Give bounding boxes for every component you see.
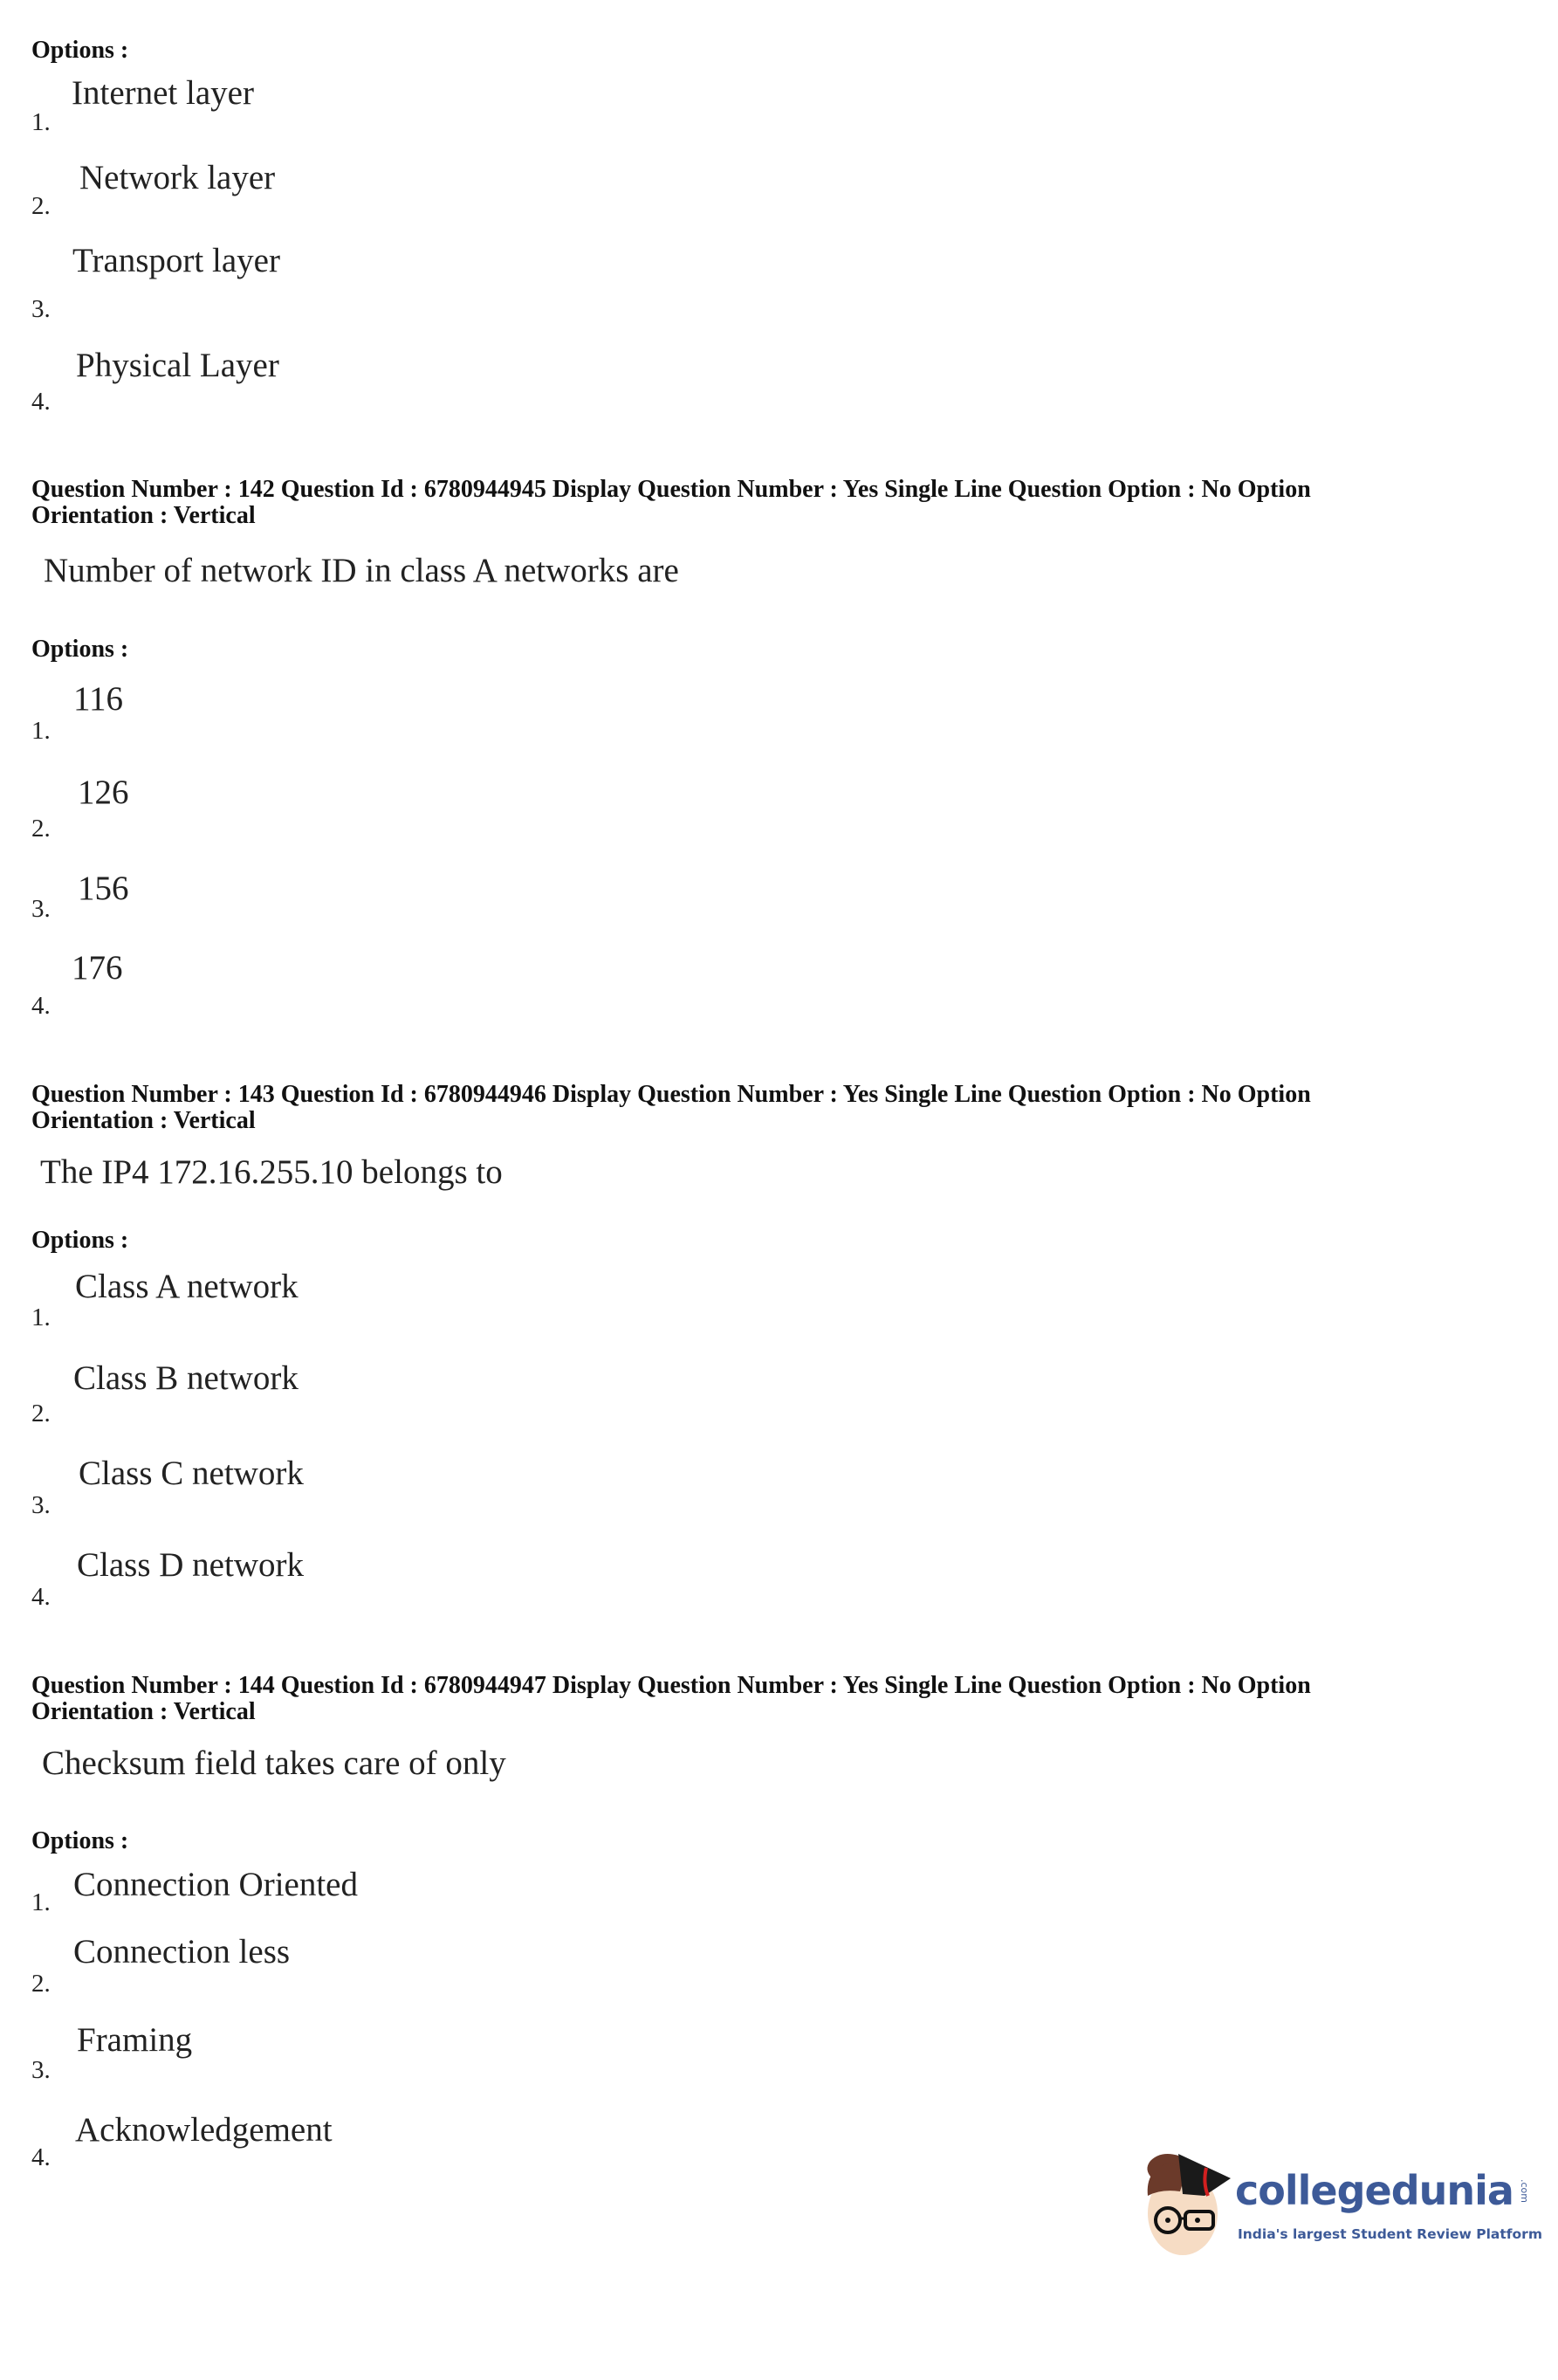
- question-header: Question Number : 144 Question Id : 6780944947 Display Question Number : Yes Single Line Question Option : No Option: [31, 1672, 1311, 1699]
- question-text: Number of network ID in class A networks are: [44, 552, 679, 589]
- option-number: 4.: [31, 2143, 51, 2171]
- option-text: Transport layer: [72, 242, 280, 279]
- collegedunia-logo: [1135, 2143, 1554, 2266]
- question-text: The IP4 172.16.255.10 belongs to: [40, 1153, 503, 1191]
- option-number: 2.: [31, 815, 51, 843]
- option-text: Class D network: [77, 1546, 304, 1584]
- options-label: Options :: [31, 636, 129, 663]
- question-header-orientation: Orientation : Vertical: [31, 1107, 256, 1134]
- logo-wordmark-row: [1235, 2164, 1529, 2217]
- option-number: 3.: [31, 2056, 51, 2084]
- option-number: 3.: [31, 1491, 51, 1519]
- options-label: Options :: [31, 37, 129, 64]
- option-number: 1.: [31, 1888, 51, 1916]
- option-text: Network layer: [79, 159, 276, 196]
- question-header-orientation: Orientation : Vertical: [31, 1698, 256, 1725]
- option-text: Class B network: [73, 1359, 299, 1397]
- question-header-orientation: Orientation : Vertical: [31, 502, 256, 529]
- option-number: 1.: [31, 1303, 51, 1331]
- option-number: 1.: [31, 717, 51, 745]
- options-label: Options :: [31, 1827, 129, 1854]
- logo-wordmark: collegedunia: [1235, 2167, 1513, 2214]
- option-number: 3.: [31, 295, 51, 323]
- logo-tagline: India's largest Student Review Platform: [1238, 2226, 1542, 2242]
- option-number: 3.: [31, 895, 51, 923]
- option-number: 2.: [31, 192, 51, 220]
- option-number: 2.: [31, 1400, 51, 1427]
- option-number: 1.: [31, 108, 51, 136]
- option-text: Class A network: [75, 1268, 299, 1305]
- option-number: 2.: [31, 1970, 51, 1998]
- option-number: 4.: [31, 388, 51, 416]
- option-text: Framing: [77, 2021, 193, 2059]
- option-text: Acknowledgement: [75, 2111, 333, 2149]
- option-number: 4.: [31, 992, 51, 1020]
- question-header: Question Number : 142 Question Id : 6780944945 Display Question Number : Yes Single Line Question Option : No Option: [31, 476, 1311, 503]
- question-header: Question Number : 143 Question Id : 6780944946 Display Question Number : Yes Single Line Question Option : No Option: [31, 1081, 1311, 1108]
- logo-domain: .com: [1518, 2178, 1530, 2203]
- option-text: 116: [73, 680, 124, 718]
- option-text: Connection less: [73, 1933, 291, 1971]
- option-text: 126: [78, 774, 129, 811]
- options-label: Options :: [31, 1227, 129, 1254]
- option-text: 176: [72, 949, 123, 987]
- option-text: Connection Oriented: [73, 1866, 358, 1903]
- option-text: Class C network: [79, 1455, 304, 1492]
- student-mascot-icon: [1135, 2143, 1239, 2266]
- option-number: 4.: [31, 1583, 51, 1611]
- option-text: 156: [78, 870, 129, 907]
- option-text: Internet layer: [72, 74, 254, 112]
- option-text: Physical Layer: [76, 347, 279, 384]
- question-text: Checksum field takes care of only: [42, 1744, 506, 1782]
